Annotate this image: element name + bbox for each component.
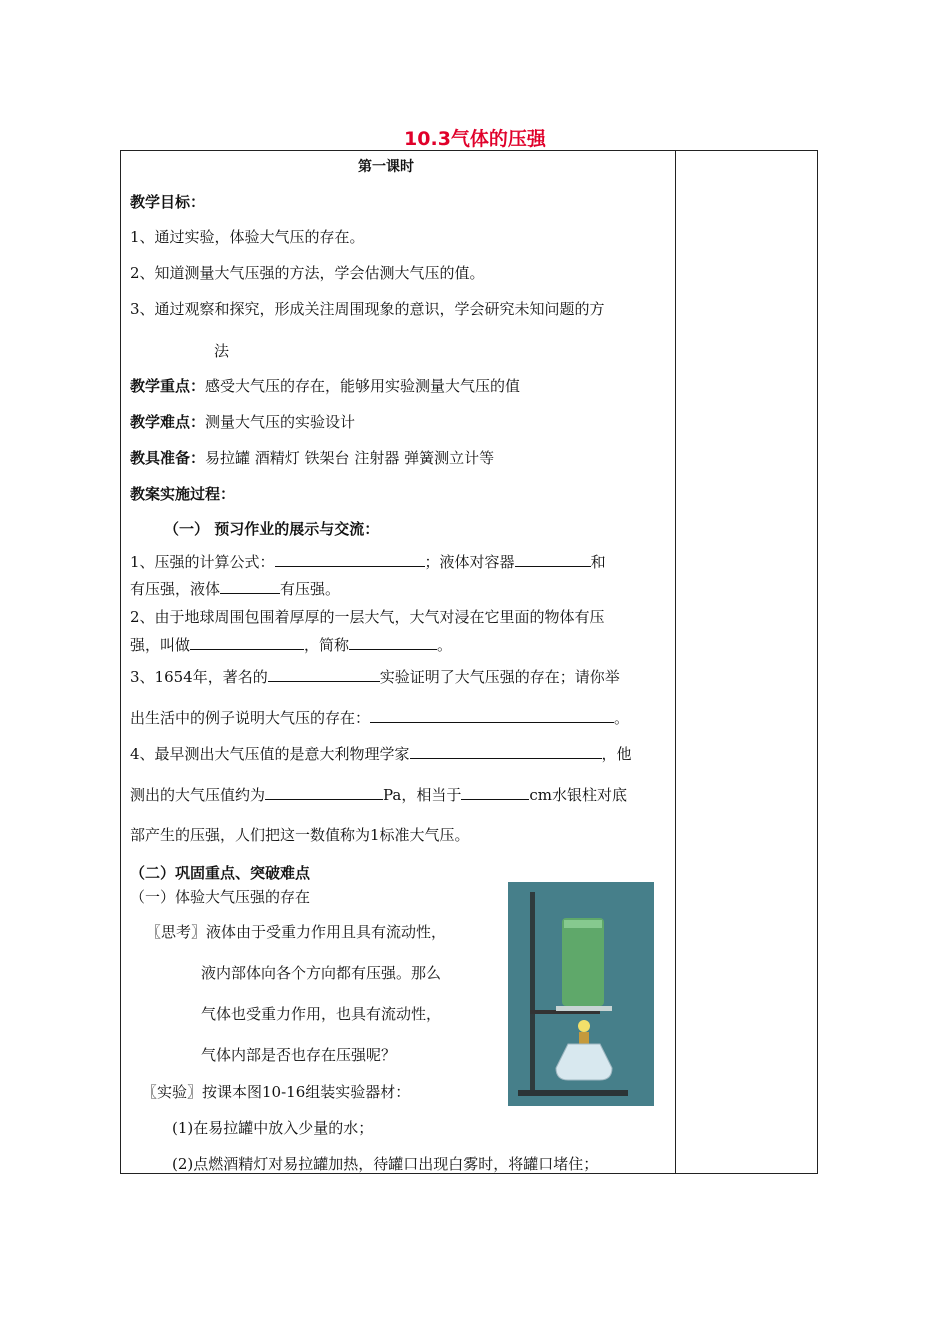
experiment-apparatus-illustration	[508, 882, 654, 1106]
q4-blank-3[interactable]	[461, 785, 529, 800]
section2-sub: （一）体验大气压强的存在	[130, 888, 311, 906]
q3-text-d: 。	[614, 709, 630, 727]
q2-text-b: 强，叫做	[130, 636, 191, 654]
experiment-line: 〖实验〗按课本图10-16组装实验器材：	[142, 1083, 411, 1101]
q4-text-c: 测出的大气压值约为	[130, 786, 266, 804]
think-line-3: 气体也受重力作用，也具有流动性，	[201, 1005, 442, 1023]
q4-line3: 部产生的压强，人们把这一数值称为1标准大气压。	[130, 826, 470, 844]
q1-text-a: 1、压强的计算公式：	[130, 553, 275, 571]
section1-heading: （一） 预习作业的展示与交流：	[164, 520, 380, 538]
equipment-text: 易拉罐 酒精灯 铁架台 注射器 弹簧测立计等	[205, 449, 495, 467]
q1-text-c: 和	[590, 553, 606, 571]
q3-blank-2[interactable]	[370, 708, 614, 723]
key-point-label: 教学重点：	[130, 377, 206, 395]
q4-text-b: ，他	[601, 745, 632, 763]
objective-3-cont: 法	[214, 342, 230, 360]
q1-blank-3[interactable]	[220, 579, 280, 594]
q4-blank-2[interactable]	[265, 785, 383, 800]
q3-text-b: 实验证明了大气压强的存在；请你举	[379, 668, 620, 686]
think-line-1: 〖思考〗液体由于受重力作用且具有流动性，	[146, 923, 447, 941]
q3-blank-1[interactable]	[268, 667, 380, 682]
process-heading: 教案实施过程：	[130, 485, 236, 503]
section2-heading: （二）巩固重点、突破难点	[130, 864, 311, 882]
think-line-4: 气体内部是否也存在压强呢？	[201, 1046, 397, 1064]
q2-line1: 2、由于地球周围包围着厚厚的一层大气，大气对浸在它里面的物体有压	[130, 608, 605, 626]
q2-blank-1[interactable]	[190, 635, 304, 650]
objectives-heading: 教学目标：	[130, 193, 206, 211]
q4-line2	[130, 784, 627, 805]
equipment	[130, 447, 494, 468]
q3-text-c: 出生活中的例子说明大气压的存在：	[130, 709, 371, 727]
difficulty-text: 测量大气压的实验设计	[205, 413, 356, 431]
step-1: (1)在易拉罐中放入少量的水；	[172, 1119, 374, 1137]
q1-blank-1[interactable]	[275, 552, 425, 567]
q1-line1	[130, 551, 606, 572]
difficulty	[130, 411, 355, 432]
q4-blank-1[interactable]	[410, 744, 602, 759]
key-point	[130, 375, 520, 396]
column-divider	[675, 150, 676, 1174]
difficulty-label: 教学难点：	[130, 413, 206, 431]
key-point-text: 感受大气压的存在，能够用实验测量大气压的值	[205, 377, 521, 395]
q4-text-d: Pa，相当于	[383, 786, 462, 804]
step-2: (2)点燃酒精灯对易拉罐加热，待罐口出现白雾时，将罐口堵住；	[172, 1155, 599, 1173]
objective-3: 3、通过观察和探究，形成关注周围现象的意识，学会研究未知问题的方	[130, 300, 605, 318]
equipment-label: 教具准备：	[130, 449, 206, 467]
q1-blank-2[interactable]	[515, 552, 591, 567]
q3-line2	[130, 707, 629, 728]
q3-text-a: 3、1654年，著名的	[130, 668, 268, 686]
q2-text-c: ，简称	[304, 636, 350, 654]
objective-1: 1、通过实验，体验大气压的存在。	[130, 228, 365, 246]
page-title: 10.3气体的压强	[404, 128, 546, 150]
q2-blank-2[interactable]	[349, 635, 437, 650]
objective-2: 2、知道测量大气压强的方法，学会估测大气压的值。	[130, 264, 485, 282]
q1-text-d: 有压强，液体	[130, 580, 221, 598]
q1-text-b: ；液体对容器	[424, 553, 515, 571]
think-line-2: 液内部体向各个方向都有压强。那么	[201, 964, 442, 982]
experiment-photo	[508, 882, 654, 1106]
q1-text-e: 有压强。	[280, 580, 341, 598]
q1-line2	[130, 578, 340, 599]
period-label: 第一课时	[358, 159, 414, 175]
q4-line1	[130, 743, 632, 764]
q4-text-e: cm水银柱对底	[529, 786, 628, 804]
q4-text-a: 4、最早测出大气压值的是意大利物理学家	[130, 745, 410, 763]
q2-text-d: 。	[437, 636, 453, 654]
q2-line2	[130, 634, 452, 655]
q3-line1	[130, 666, 620, 687]
